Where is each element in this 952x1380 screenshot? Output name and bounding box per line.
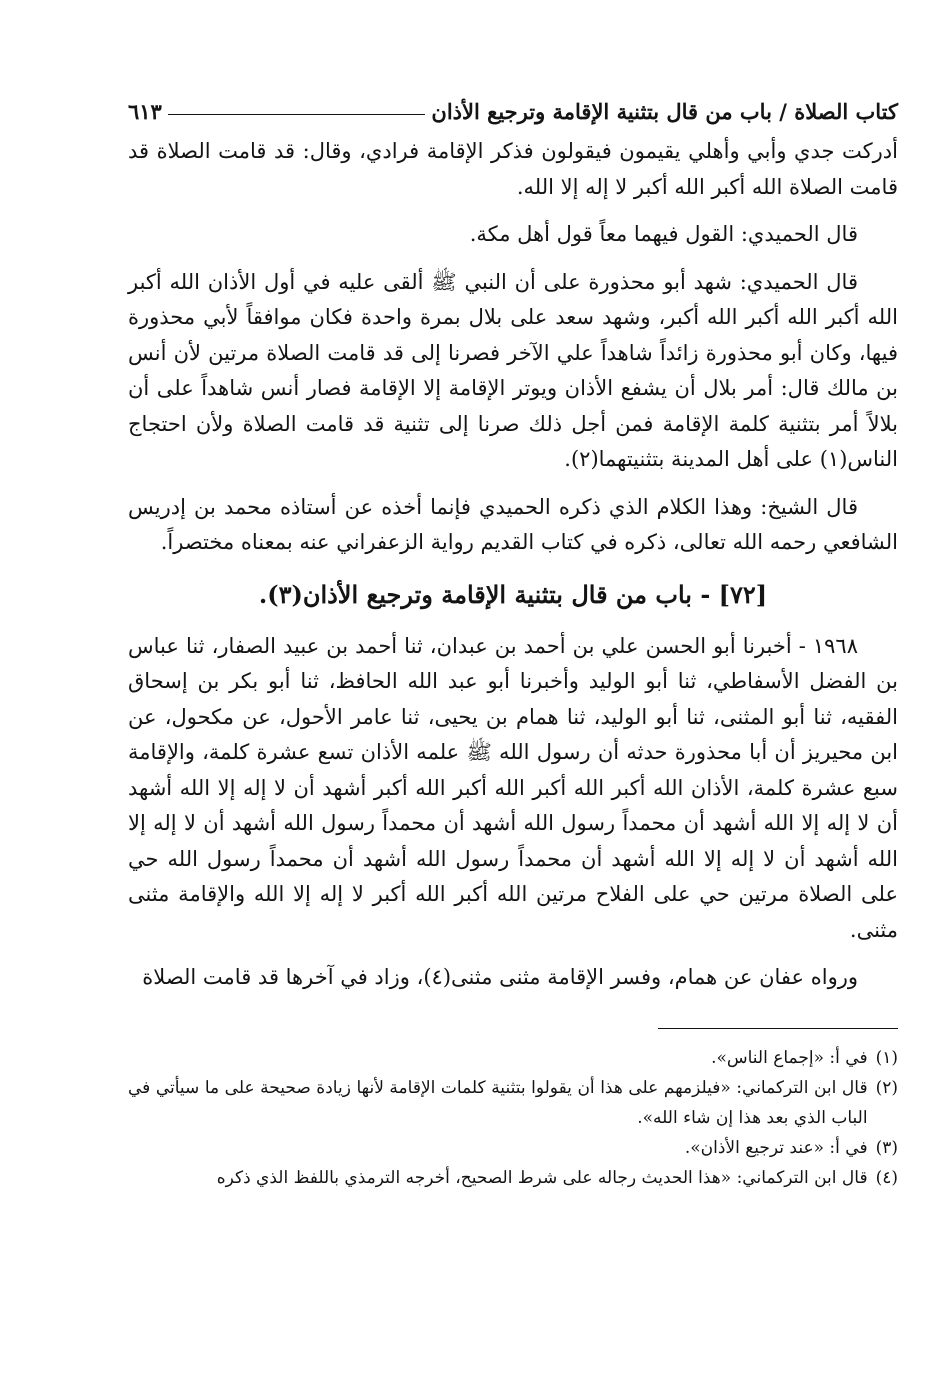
- page-number: ٦١٣: [128, 99, 162, 124]
- paragraph: أدركت جدي وأبي وأهلي يقيمون فيقولون فذكر الإقامة فرادي، وقال: قد قامت الصلاة قد قامت الصلاة الله أكبر الله أكبر لا إله إلا الله.: [128, 139, 898, 199]
- paragraph: قال الحميدي: القول فيهما معاً قول أهل مكة.: [469, 222, 858, 246]
- footnotes: [128, 1043, 898, 1193]
- footnote-text: في أ: «عند ترجيع الأذان».: [684, 1137, 868, 1158]
- header-rule: [168, 114, 426, 115]
- hadith-paragraph: ١٩٦٨ - أخبرنا أبو الحسن علي بن أحمد بن عبدان، ثنا أحمد بن عبيد الصفار، ثنا عباس بن الفضل الأسفاطي، ثنا أبو الوليد وأخبرنا أبو عبد الله الحافظ، ثنا أبو بكر بن إسحاق الفقيه، ثنا أبو المثنى، ثنا أبو الوليد، ثنا همام بن يحيى، ثنا عامر الأحول، عن مكحول، عن ابن محيريز أن أبا محذورة حدثه أن رسول الله ﷺ علمه الأذان تسع عشرة كلمة، والإقامة سبع عشرة كلمة، الأذان الله أكبر الله أكبر الله أكبر الله أكبر أشهد أن لا إله إلا الله أشهد أن لا إله إلا الله أشهد أن محمداً رسول الله أشهد أن محمداً رسول الله أشهد أن لا إله إلا الله أشهد أن لا إله إلا الله أشهد أن محمداً رسول الله أشهد أن محمداً رسول الله حي على الصلاة مرتين حي على الفلاح مرتين الله أكبر الله أكبر لا إله إلا الله والإقامة مثنى مثنى.: [128, 633, 898, 942]
- footnote-text: قال ابن التركماني: «فيلزمهم على هذا أن يقولوا بتثنية كلمات الإقامة لأنها زيادة صحيحة على ما سيأتي في الباب الذي بعد هذا إن شاء الله».: [128, 1077, 868, 1128]
- footnote-text: في أ: «إجماع الناس».: [711, 1047, 868, 1068]
- main-text: [128, 134, 898, 996]
- footnote-number: (١): [875, 1047, 898, 1068]
- footnote: [128, 1163, 898, 1193]
- footnote: [128, 1073, 898, 1133]
- footnote-number: (٤): [875, 1167, 898, 1188]
- book-page: [128, 84, 898, 1334]
- footnote: [128, 1133, 898, 1163]
- running-header-title: كتاب الصلاة / باب من قال بتثنية الإقامة وترجيع الأذان: [431, 99, 898, 124]
- footnote: [128, 1043, 898, 1073]
- footnote-number: (٢): [875, 1077, 898, 1098]
- running-header: [128, 84, 898, 124]
- hadith-paragraph: ورواه عفان عن همام، وفسر الإقامة مثنى مثنى(٤)، وزاد في آخرها قد قامت الصلاة: [142, 965, 858, 989]
- footnote-divider: [658, 1028, 898, 1029]
- paragraph: قال الحميدي: شهد أبو محذورة على أن النبي ﷺ ألقى عليه في أول الأذان الله أكبر الله أكبر الله أكبر الله أكبر، وشهد سعد على بلال بمرة واحدة فكان موافقاً لأبي محذورة فيها، وكان أبو محذورة زائداً شاهداً علي الآخر فصرنا إلى قد قامت الصلاة مرتين لأن أنس بن مالك قال: أمر بلال أن يشفع الأذان ويوتر الإقامة إلا الإقامة فصار أنس شاهداً على أن بلالاً أمر بتثنية كلمة الإقامة فمن أجل ذلك صرنا إلى تثنية قد قامت الصلاة ولأن احتجاج الناس(١) على أهل المدينة بتثنيتهما(٢).: [128, 269, 898, 471]
- footnote-number: (٣): [875, 1137, 898, 1158]
- footnote-text: قال ابن التركماني: «هذا الحديث رجاله على شرط الصحيح، أخرجه الترمذي باللفظ الذي ذكره: [216, 1167, 868, 1188]
- paragraph: قال الشيخ: وهذا الكلام الذي ذكره الحميدي فإنما أخذه عن أستاذه محمد بن إدريس الشافعي رحمه الله تعالى، ذكره في كتاب القديم رواية الزعفراني عنه بمعناه مختصراً.: [128, 494, 898, 554]
- chapter-heading: [٧٢] - باب من قال بتثنية الإقامة وترجيع الأذان(٣).: [258, 579, 768, 609]
